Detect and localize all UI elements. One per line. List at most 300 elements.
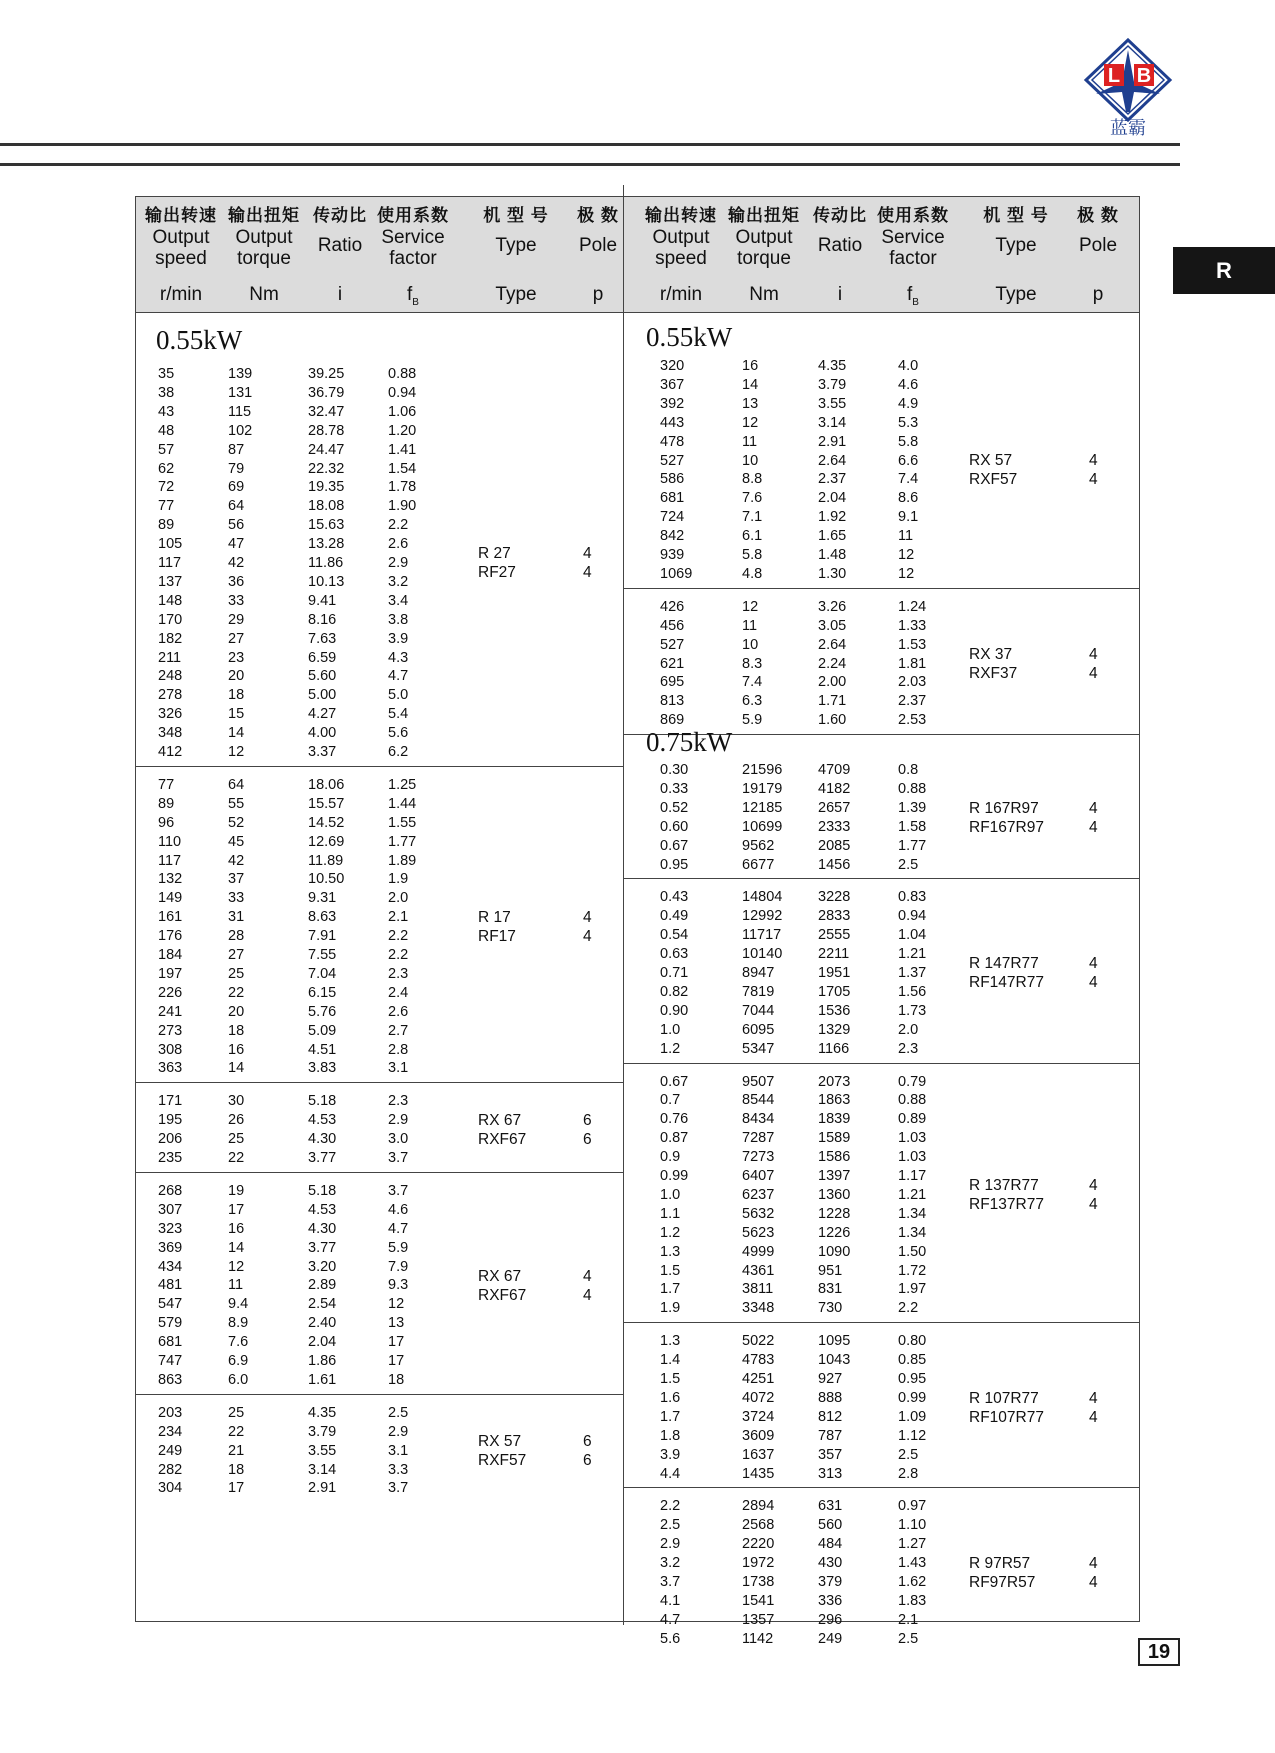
header-unit-1-5: p <box>1092 284 1104 305</box>
cell-ratio: 3.14 <box>818 414 847 431</box>
table-row <box>660 1129 960 1148</box>
cell-speed: 0.87 <box>660 1130 689 1147</box>
cell-factor: 2.2 <box>388 517 409 534</box>
cell-speed: 842 <box>660 528 685 545</box>
cell-ratio: 1536 <box>818 1002 851 1019</box>
right-group-separator <box>624 1487 1139 1488</box>
cell-torque: 16 <box>742 358 759 374</box>
cell-speed: 4.7 <box>660 1611 681 1628</box>
pole-value: 4 <box>583 1286 592 1304</box>
cell-speed: 182 <box>158 630 183 647</box>
table-row <box>158 1479 458 1498</box>
cell-speed: 1.8 <box>660 1427 681 1444</box>
cell-factor: 1.33 <box>898 617 927 634</box>
cell-ratio: 2.64 <box>818 452 847 469</box>
cell-factor: 4.7 <box>388 668 409 685</box>
table-row <box>660 1148 960 1167</box>
cell-torque: 2220 <box>742 1536 775 1553</box>
cell-torque: 1357 <box>742 1611 775 1628</box>
table-row <box>660 1611 960 1630</box>
cell-torque: 1142 <box>742 1630 774 1647</box>
pole-value: 4 <box>1089 471 1098 489</box>
cell-speed: 0.82 <box>660 983 689 1000</box>
cell-ratio: 2085 <box>818 837 851 854</box>
right-group-6-pole <box>1089 1554 1098 1592</box>
second-rule <box>0 163 1180 166</box>
left-group-3-pole <box>583 1267 592 1305</box>
type-label: R 167R97 <box>969 799 1039 817</box>
table-row <box>158 516 458 535</box>
cell-ratio: 11.86 <box>308 555 344 571</box>
cell-torque: 4361 <box>742 1262 775 1279</box>
table-row <box>660 565 960 584</box>
cell-ratio: 2.54 <box>308 1296 337 1313</box>
cell-factor: 0.97 <box>898 1498 927 1515</box>
cell-ratio: 1095 <box>818 1333 851 1350</box>
cell-factor: 17 <box>388 1334 405 1351</box>
header-unit-0-5: p <box>592 284 604 305</box>
cell-ratio: 484 <box>818 1536 843 1553</box>
cell-ratio: 4.00 <box>308 725 337 742</box>
pole-value: 4 <box>1089 818 1098 836</box>
cell-factor: 2.3 <box>388 965 409 982</box>
pole-value: 4 <box>1089 955 1098 973</box>
right-group-2-type <box>969 799 1044 837</box>
cell-ratio: 357 <box>818 1446 843 1463</box>
cell-torque: 1541 <box>742 1592 775 1609</box>
cell-speed: 412 <box>158 744 183 760</box>
cell-torque: 2894 <box>742 1498 775 1515</box>
cell-speed: 392 <box>660 395 685 412</box>
table-row <box>158 441 458 460</box>
type-label: R 27 <box>478 545 511 563</box>
header-unit-0-1: Nm <box>249 284 279 305</box>
cell-torque: 6.0 <box>228 1371 249 1388</box>
table-row <box>158 384 458 403</box>
cell-speed: 0.95 <box>660 856 689 873</box>
cell-ratio: 3.20 <box>308 1258 337 1275</box>
table-row <box>158 1220 458 1239</box>
cell-factor: 18 <box>388 1371 405 1388</box>
table-row <box>660 1205 960 1224</box>
header-cn-1-1: 输出扭矩 <box>728 206 800 225</box>
cell-factor: 2.7 <box>388 1022 409 1039</box>
cell-ratio: 2.00 <box>818 674 847 691</box>
cell-factor: 2.0 <box>388 890 409 907</box>
cell-factor: 4.7 <box>388 1220 409 1237</box>
header-en-0-0: Output speed <box>152 227 210 269</box>
pole-value: 4 <box>1089 799 1098 817</box>
cell-ratio: 730 <box>818 1300 843 1317</box>
cell-torque: 42 <box>228 555 245 571</box>
cell-speed: 304 <box>158 1480 183 1497</box>
pole-value: 4 <box>1089 664 1098 682</box>
cell-torque: 1435 <box>742 1465 775 1482</box>
type-label: RX 57 <box>478 1433 522 1451</box>
table-row <box>660 1299 960 1318</box>
left-group-separator <box>136 1082 623 1083</box>
cell-torque: 25 <box>228 1404 245 1421</box>
cell-speed: 813 <box>660 693 685 710</box>
table-row <box>660 837 960 856</box>
cell-ratio: 3.77 <box>308 1239 337 1256</box>
table-row <box>660 1497 960 1516</box>
cell-torque: 13 <box>742 395 759 412</box>
right-group-separator <box>624 1063 1139 1064</box>
cell-speed: 1.2 <box>660 1224 681 1241</box>
left-group-4-pole <box>583 1432 592 1470</box>
type-label: R 107R77 <box>969 1389 1039 1407</box>
cell-ratio: 4.53 <box>308 1112 337 1129</box>
cell-torque: 19 <box>228 1182 245 1199</box>
table-row <box>660 1408 960 1427</box>
cell-speed: 681 <box>158 1334 183 1351</box>
cell-ratio: 1.61 <box>308 1371 337 1388</box>
table-row <box>158 1111 458 1130</box>
cell-torque: 22 <box>228 1150 245 1166</box>
table-row <box>660 799 960 818</box>
cell-speed: 77 <box>158 776 175 793</box>
cell-factor: 2.0 <box>898 1021 919 1038</box>
cell-torque: 28 <box>228 928 245 945</box>
header-cn-0-4: 机 型 号 <box>483 206 549 225</box>
cell-ratio: 1586 <box>818 1149 851 1166</box>
cell-torque: 6407 <box>742 1168 775 1184</box>
table-row <box>660 1535 960 1554</box>
cell-ratio: 1.30 <box>818 565 847 582</box>
cell-speed: 323 <box>158 1220 183 1237</box>
cell-speed: 547 <box>158 1296 183 1313</box>
cell-ratio: 6.59 <box>308 649 337 666</box>
cell-factor: 12 <box>898 565 915 582</box>
left-group-separator <box>136 766 623 767</box>
cell-torque: 37 <box>228 871 245 888</box>
cell-factor: 12 <box>898 547 915 563</box>
cell-speed: 203 <box>158 1404 183 1421</box>
cell-speed: 176 <box>158 928 183 945</box>
cell-torque: 12 <box>228 744 245 760</box>
cell-speed: 137 <box>158 573 183 590</box>
cell-factor: 2.6 <box>388 536 409 553</box>
cell-torque: 5.9 <box>742 712 763 729</box>
left-group-4-type <box>478 1432 526 1470</box>
cell-ratio: 313 <box>818 1465 843 1482</box>
cell-torque: 69 <box>228 479 245 496</box>
cell-torque: 11 <box>742 617 758 634</box>
cell-factor: 0.94 <box>388 384 417 401</box>
cell-ratio: 9.31 <box>308 890 337 907</box>
type-label: RX 37 <box>969 645 1013 663</box>
cell-ratio: 9.41 <box>308 592 337 609</box>
pole-value: 4 <box>583 928 592 946</box>
pole-value: 6 <box>583 1112 592 1130</box>
cell-factor: 1.73 <box>898 1002 927 1019</box>
cell-factor: 1.03 <box>898 1130 927 1147</box>
table-row <box>660 888 960 907</box>
table-row <box>158 705 458 724</box>
table-row <box>158 1404 458 1423</box>
header-cn-0-0: 输出转速 <box>145 206 217 225</box>
cell-factor: 0.85 <box>898 1352 927 1369</box>
cell-torque: 14 <box>228 1239 245 1256</box>
cell-torque: 31 <box>228 909 245 926</box>
cell-torque: 22 <box>228 1423 245 1440</box>
cell-torque: 36 <box>228 573 245 590</box>
table-row <box>158 1003 458 1022</box>
cell-torque: 10 <box>742 452 759 469</box>
table-row <box>660 1021 960 1040</box>
table-row <box>660 780 960 799</box>
cell-factor: 0.94 <box>898 908 927 925</box>
table-row <box>660 856 960 875</box>
cell-factor: 9.3 <box>388 1277 409 1294</box>
cell-factor: 1.21 <box>898 946 927 963</box>
table-row <box>158 403 458 422</box>
cell-ratio: 8.63 <box>308 909 337 926</box>
cell-factor: 2.9 <box>388 555 409 571</box>
cell-speed: 586 <box>660 471 685 488</box>
table-row <box>660 692 960 711</box>
cell-speed: 0.71 <box>660 965 689 981</box>
type-label: RF97R57 <box>969 1574 1036 1591</box>
cell-speed: 308 <box>158 1041 183 1058</box>
cell-ratio: 5.76 <box>308 1003 337 1020</box>
cell-factor: 1.77 <box>898 837 927 854</box>
table-row <box>660 1332 960 1351</box>
type-label: R 147R77 <box>969 955 1039 973</box>
right-kw-label-2: 0.75kW <box>646 727 733 757</box>
cell-factor: 1.9 <box>388 871 409 888</box>
cell-ratio: 1.65 <box>818 528 847 545</box>
cell-torque: 12992 <box>742 908 783 925</box>
table-row <box>158 592 458 611</box>
type-label: RF137R77 <box>969 1196 1044 1214</box>
cell-torque: 1972 <box>742 1555 775 1572</box>
cell-speed: 2.5 <box>660 1517 681 1534</box>
cell-speed: 363 <box>158 1060 183 1077</box>
cell-factor: 4.3 <box>388 649 409 666</box>
cell-ratio: 18.06 <box>308 776 345 793</box>
cell-factor: 3.8 <box>388 611 409 628</box>
table-header <box>136 197 1139 313</box>
header-en-0-1: Output torque <box>235 227 293 269</box>
cell-torque: 115 <box>228 403 252 420</box>
cell-factor: 2.5 <box>898 856 919 873</box>
cell-torque: 7.1 <box>742 509 763 526</box>
cell-ratio: 1589 <box>818 1130 851 1147</box>
table-row <box>660 907 960 926</box>
cell-speed: 1.7 <box>660 1281 681 1298</box>
cell-ratio: 2.04 <box>308 1334 337 1351</box>
cell-factor: 0.8 <box>898 762 919 778</box>
header-unit-0-4: Type <box>495 284 537 305</box>
right-group-0-pole <box>1089 451 1098 489</box>
cell-ratio: 3.83 <box>308 1060 337 1077</box>
header-en-1-1: Output torque <box>735 227 793 269</box>
cell-torque: 6237 <box>742 1186 775 1203</box>
table-row <box>660 1465 960 1484</box>
cell-torque: 11717 <box>742 927 782 944</box>
right-group-1-type <box>969 645 1017 683</box>
cell-ratio: 1043 <box>818 1352 851 1369</box>
table-row <box>660 1592 960 1611</box>
cell-factor: 1.58 <box>898 818 927 835</box>
right-group-5-type <box>969 1389 1044 1427</box>
cell-factor: 2.2 <box>388 947 409 963</box>
cell-speed: 161 <box>158 909 183 926</box>
cell-ratio: 2.91 <box>308 1480 337 1497</box>
cell-torque: 7273 <box>742 1149 775 1166</box>
cell-factor: 0.83 <box>898 889 927 906</box>
cell-ratio: 951 <box>818 1262 843 1279</box>
type-label: RF147R77 <box>969 974 1044 992</box>
table-row <box>660 395 960 414</box>
cell-torque: 87 <box>228 441 245 458</box>
table-row <box>158 724 458 743</box>
cell-speed: 478 <box>660 433 685 450</box>
cell-torque: 79 <box>228 460 245 477</box>
pole-value: 4 <box>583 909 592 927</box>
cell-factor: 1.89 <box>388 852 417 869</box>
cell-speed: 2.9 <box>660 1536 681 1553</box>
cell-torque: 1738 <box>742 1574 775 1590</box>
header-cn-1-4: 机 型 号 <box>983 206 1049 225</box>
cell-torque: 4783 <box>742 1352 775 1369</box>
cell-ratio: 3.79 <box>308 1423 337 1440</box>
cell-speed: 72 <box>158 479 175 496</box>
cell-factor: 2.8 <box>898 1465 919 1482</box>
cell-speed: 0.52 <box>660 799 689 816</box>
cell-factor: 1.24 <box>898 598 927 615</box>
cell-ratio: 296 <box>818 1611 843 1628</box>
table-row <box>158 1314 458 1333</box>
type-label: R 137R77 <box>969 1177 1039 1195</box>
cell-factor: 0.88 <box>898 1092 927 1109</box>
cell-speed: 1.4 <box>660 1352 681 1369</box>
cell-ratio: 5.60 <box>308 668 337 685</box>
cell-ratio: 831 <box>818 1281 843 1298</box>
cell-torque: 6095 <box>742 1021 775 1038</box>
cell-factor: 1.20 <box>388 422 417 439</box>
pole-value: 6 <box>583 1433 592 1451</box>
cell-ratio: 3.14 <box>308 1461 337 1478</box>
cell-ratio: 560 <box>818 1517 843 1534</box>
cell-torque: 4.8 <box>742 565 763 582</box>
cell-speed: 579 <box>158 1315 183 1332</box>
table-row <box>660 433 960 452</box>
cell-torque: 20 <box>228 668 245 685</box>
table-row <box>158 1352 458 1371</box>
table-row <box>660 1427 960 1446</box>
cell-factor: 1.10 <box>898 1517 927 1534</box>
table-row <box>660 470 960 489</box>
right-group-5-pole <box>1089 1389 1098 1427</box>
cell-factor: 0.89 <box>898 1111 927 1128</box>
header-en-1-0: Output speed <box>652 227 710 269</box>
table-row <box>660 1630 960 1649</box>
cell-ratio: 15.63 <box>308 517 345 534</box>
cell-factor: 1.37 <box>898 965 927 981</box>
cell-ratio: 3.79 <box>818 376 847 393</box>
type-label: RXF67 <box>478 1131 527 1149</box>
cell-torque: 64 <box>228 498 245 515</box>
selection-table <box>135 196 1140 1647</box>
cell-torque: 7044 <box>742 1002 775 1019</box>
cell-ratio: 2833 <box>818 908 851 925</box>
cell-ratio: 1090 <box>818 1243 851 1260</box>
type-label: RF167R97 <box>969 818 1044 836</box>
cell-speed: 0.54 <box>660 927 689 944</box>
cell-torque: 56 <box>228 517 245 534</box>
cell-ratio: 22.32 <box>308 460 345 477</box>
cell-speed: 148 <box>158 592 183 609</box>
cell-torque: 18 <box>228 1461 245 1478</box>
cell-speed: 0.90 <box>660 1002 689 1019</box>
cell-ratio: 4.35 <box>818 358 847 374</box>
cell-ratio: 3.55 <box>308 1442 337 1459</box>
cell-ratio: 8.16 <box>308 611 337 628</box>
pole-value: 4 <box>1089 1408 1098 1426</box>
right-group-3-pole <box>1089 954 1098 992</box>
cell-torque: 11 <box>228 1277 244 1294</box>
left-group-2-type <box>478 1111 526 1149</box>
left-group-0-type <box>478 544 516 582</box>
cell-ratio: 2073 <box>818 1073 851 1090</box>
cell-ratio: 4.30 <box>308 1131 337 1148</box>
cell-speed: 0.99 <box>660 1168 689 1184</box>
cell-ratio: 1166 <box>818 1040 850 1057</box>
table-row <box>660 414 960 433</box>
cell-ratio: 430 <box>818 1555 843 1572</box>
cell-speed: 1.7 <box>660 1408 681 1425</box>
cell-ratio: 1839 <box>818 1111 851 1128</box>
top-rule <box>0 143 1180 146</box>
header-cn-0-2: 传动比 <box>313 206 367 225</box>
cell-ratio: 36.79 <box>308 384 345 401</box>
cell-speed: 273 <box>158 1022 183 1039</box>
cell-factor: 1.21 <box>898 1186 927 1203</box>
cell-ratio: 1397 <box>818 1168 851 1184</box>
cell-speed: 369 <box>158 1239 183 1256</box>
cell-speed: 195 <box>158 1112 183 1129</box>
cell-speed: 149 <box>158 890 183 907</box>
header-en-1-5: Pole <box>1078 235 1118 256</box>
table-row <box>158 1041 458 1060</box>
cell-ratio: 4709 <box>818 762 851 778</box>
cell-torque: 15 <box>228 706 245 723</box>
cell-factor: 3.4 <box>388 592 409 609</box>
cell-speed: 0.30 <box>660 762 689 778</box>
left-group-1-pole <box>583 908 592 946</box>
table-row <box>158 1022 458 1041</box>
table-row <box>158 1423 458 1442</box>
cell-torque: 25 <box>228 965 245 982</box>
header-unit-0-2: i <box>337 284 343 305</box>
cell-torque: 5632 <box>742 1205 775 1222</box>
cell-factor: 1.27 <box>898 1536 927 1553</box>
cell-speed: 3.9 <box>660 1446 681 1463</box>
cell-ratio: 10.13 <box>308 573 345 590</box>
cell-ratio: 1228 <box>818 1205 851 1222</box>
table-row <box>158 667 458 686</box>
cell-ratio: 927 <box>818 1371 843 1387</box>
cell-factor: 1.53 <box>898 636 927 653</box>
pole-value: 4 <box>1089 974 1098 992</box>
table-row <box>660 376 960 395</box>
table-row <box>158 611 458 630</box>
pole-value: 4 <box>583 1267 592 1285</box>
cell-ratio: 2333 <box>818 818 851 835</box>
